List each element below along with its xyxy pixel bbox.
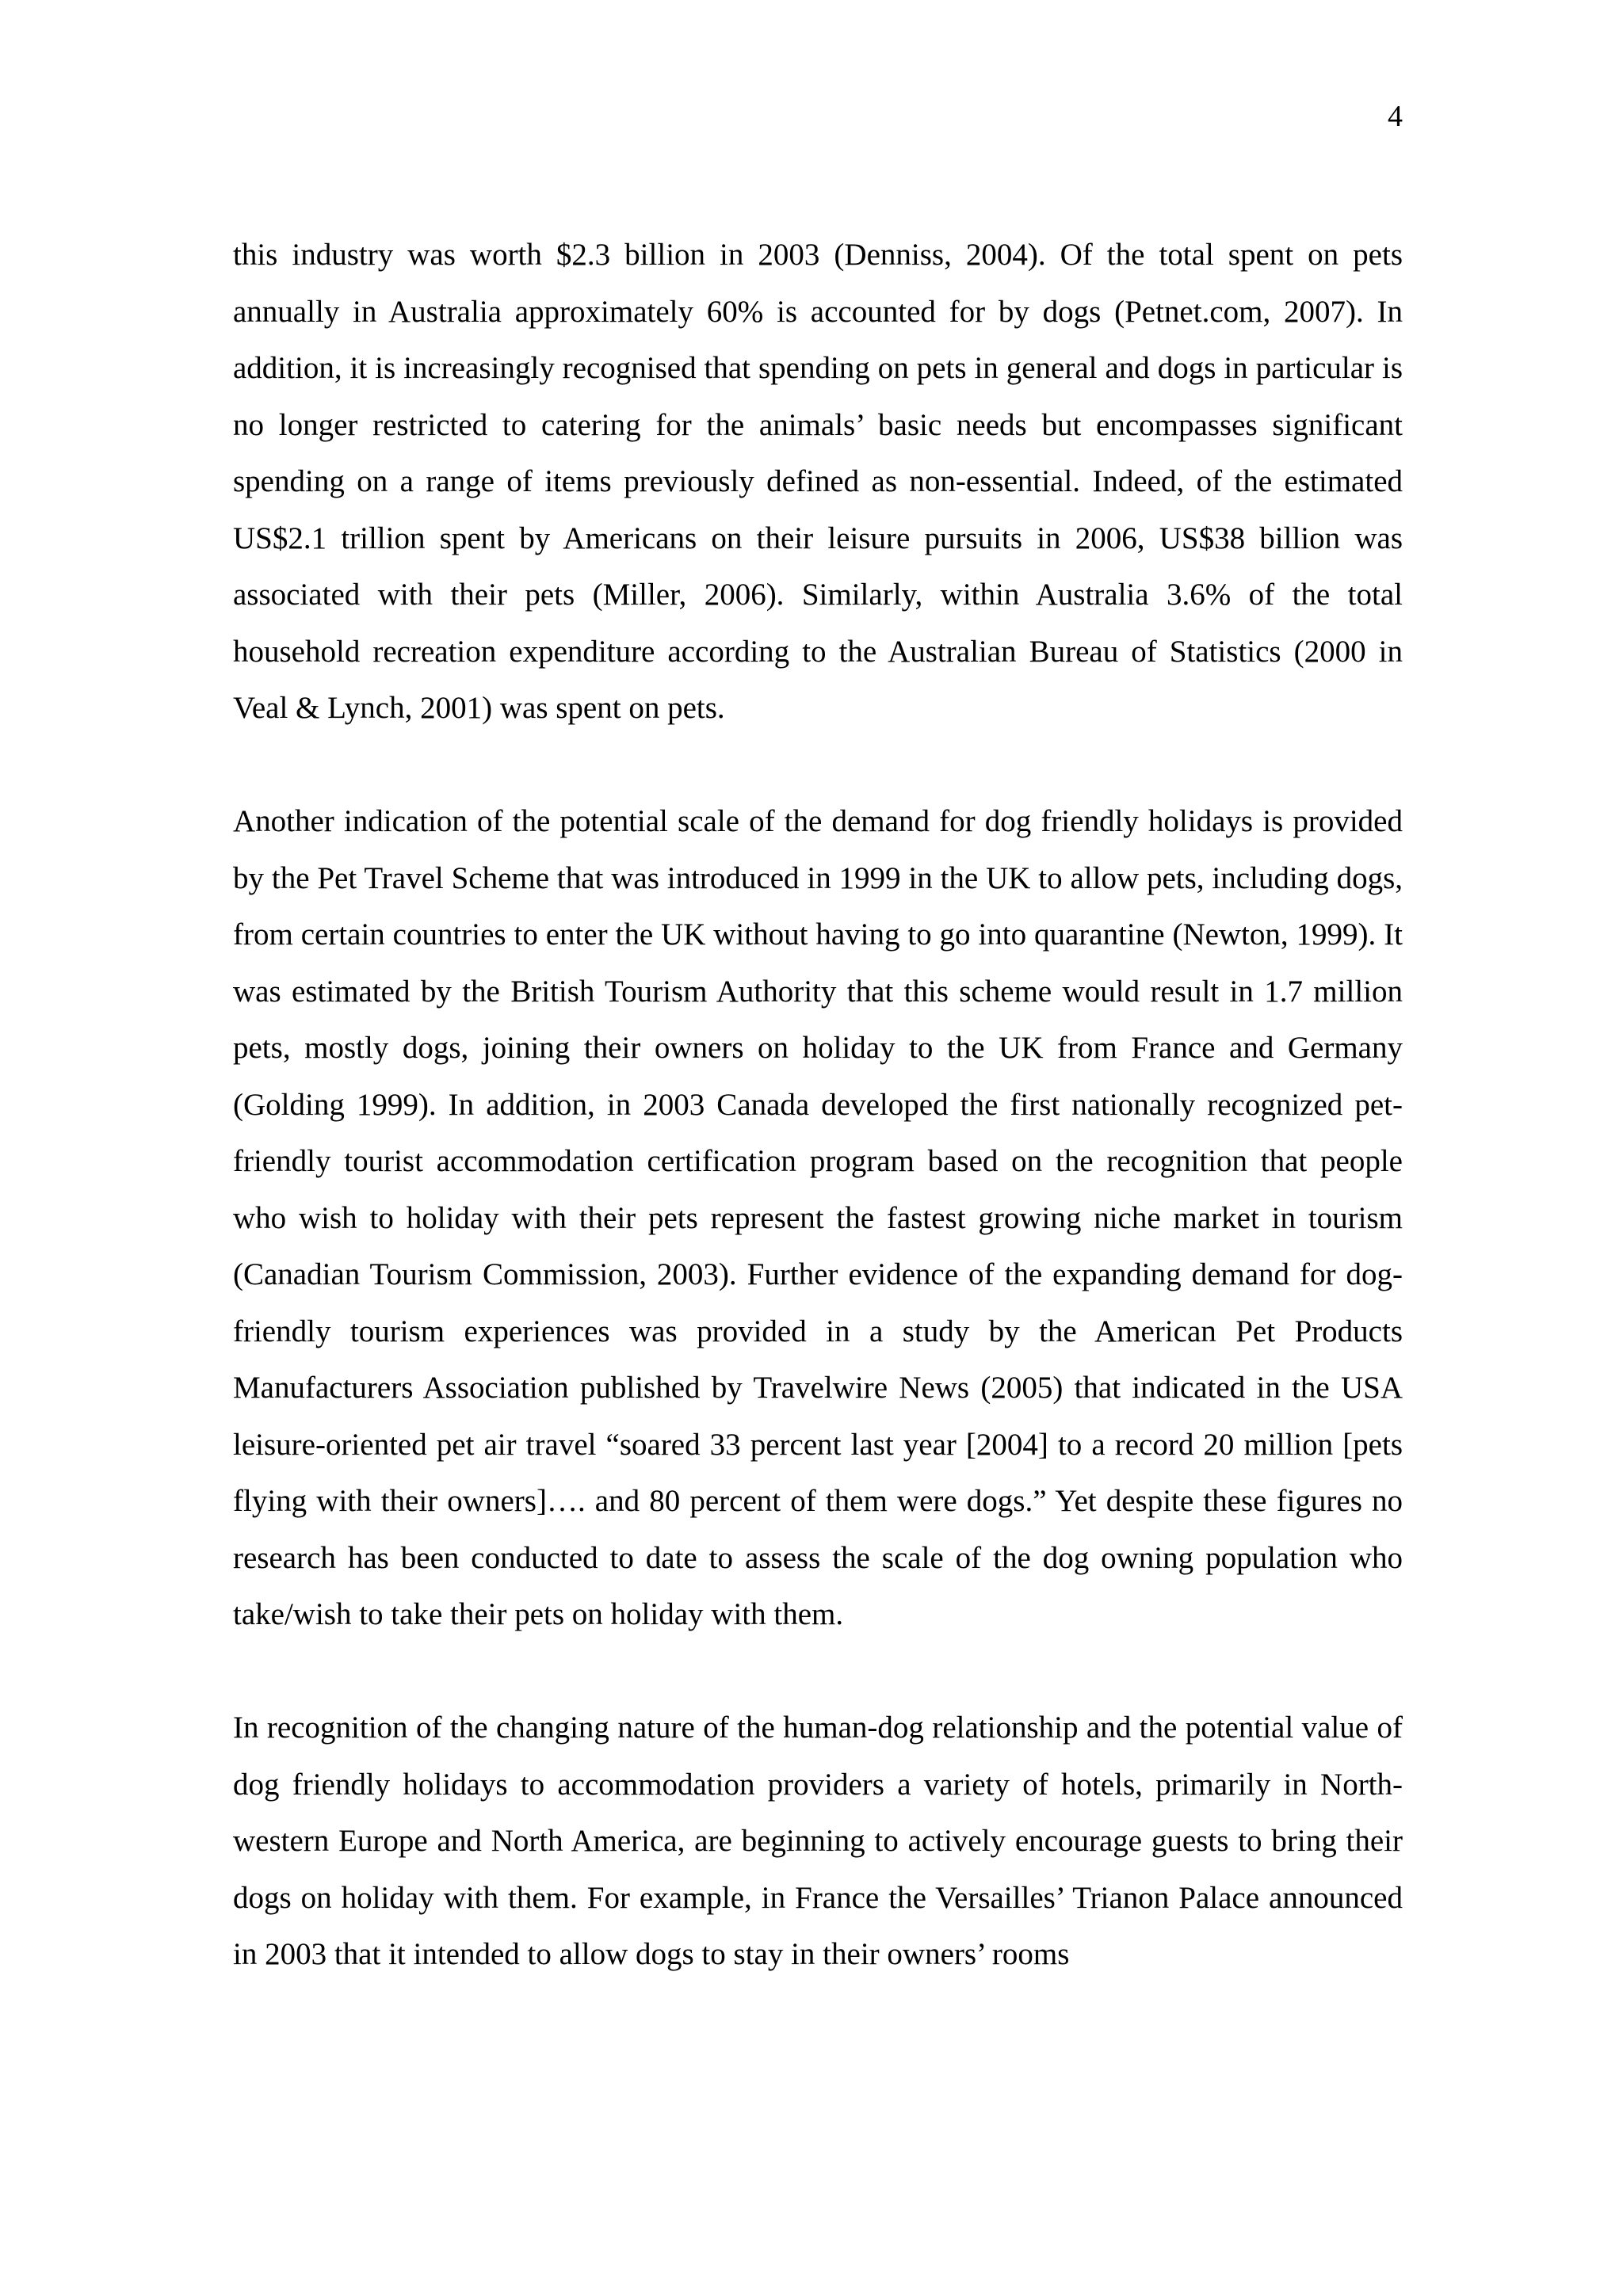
- paragraph-pet-spending: this industry was worth $2.3 billion in 2003 (Denniss, 2004). Of the total spent on pets annually in Australia approximately 60% is accounted for by dogs (Petnet.com, 2007). In addition, it is increasingly recognised that spending on pets in general and dogs in particular is no longer restricted to catering for the animals’ basic needs but encompasses significant spending on a range of items previously defined as non-essential. Indeed, of the estimated US$2.1 trillion spent by Americans on their leisure pursuits in 2006, US$38 billion was associated with their pets (Miller, 2006). Similarly, within Australia 3.6% of the total household recreation expenditure according to the Australian Bureau of Statistics (2000 in Veal & Lynch, 2001) was spent on pets.: [233, 238, 1403, 725]
- page-number: 4: [1388, 100, 1403, 133]
- body-text: [233, 227, 1403, 1983]
- paragraph-dog-friendly-hotels: In recognition of the changing nature of the human-dog relationship and the potential value of dog friendly holidays to accommodation providers a variety of hotels, primarily in North-western Europe and North America, are beginning to actively encourage guests to bring their dogs on holiday with them. For example, in France the Versailles’ Trianon Palace announced in 2003 that it intended to allow dogs to stay in their owners’ rooms: [233, 1711, 1403, 1971]
- paragraph-pet-travel-scheme: Another indication of the potential scale of the demand for dog friendly holidays is provided by the Pet Travel Scheme that was introduced in 1999 in the UK to allow pets, including dogs, from certain countries to enter the UK without having to go into quarantine (Newton, 1999). It was estimated by the British Tourism Authority that this scheme would result in 1.7 million pets, mostly dogs, joining their owners on holiday to the UK from France and Germany (Golding 1999). In addition, in 2003 Canada developed the first nationally recognized pet-friendly tourist accommodation certification program based on the recognition that people who wish to holiday with their pets represent the fastest growing niche market in tourism (Canadian Tourism Commission, 2003). Further evidence of the expanding demand for dog-friendly tourism experiences was provided in a study by the American Pet Products Manufacturers Association published by Travelwire News (2005) that indicated in the USA leisure-oriented pet air travel “soared 33 percent last year [2004] to a record 20 million [pets flying with their owners]…. and 80 percent of them were dogs.” Yet despite these figures no research has been conducted to date to assess the scale of the dog owning population who take/wish to take their pets on holiday with them.: [233, 804, 1403, 1631]
